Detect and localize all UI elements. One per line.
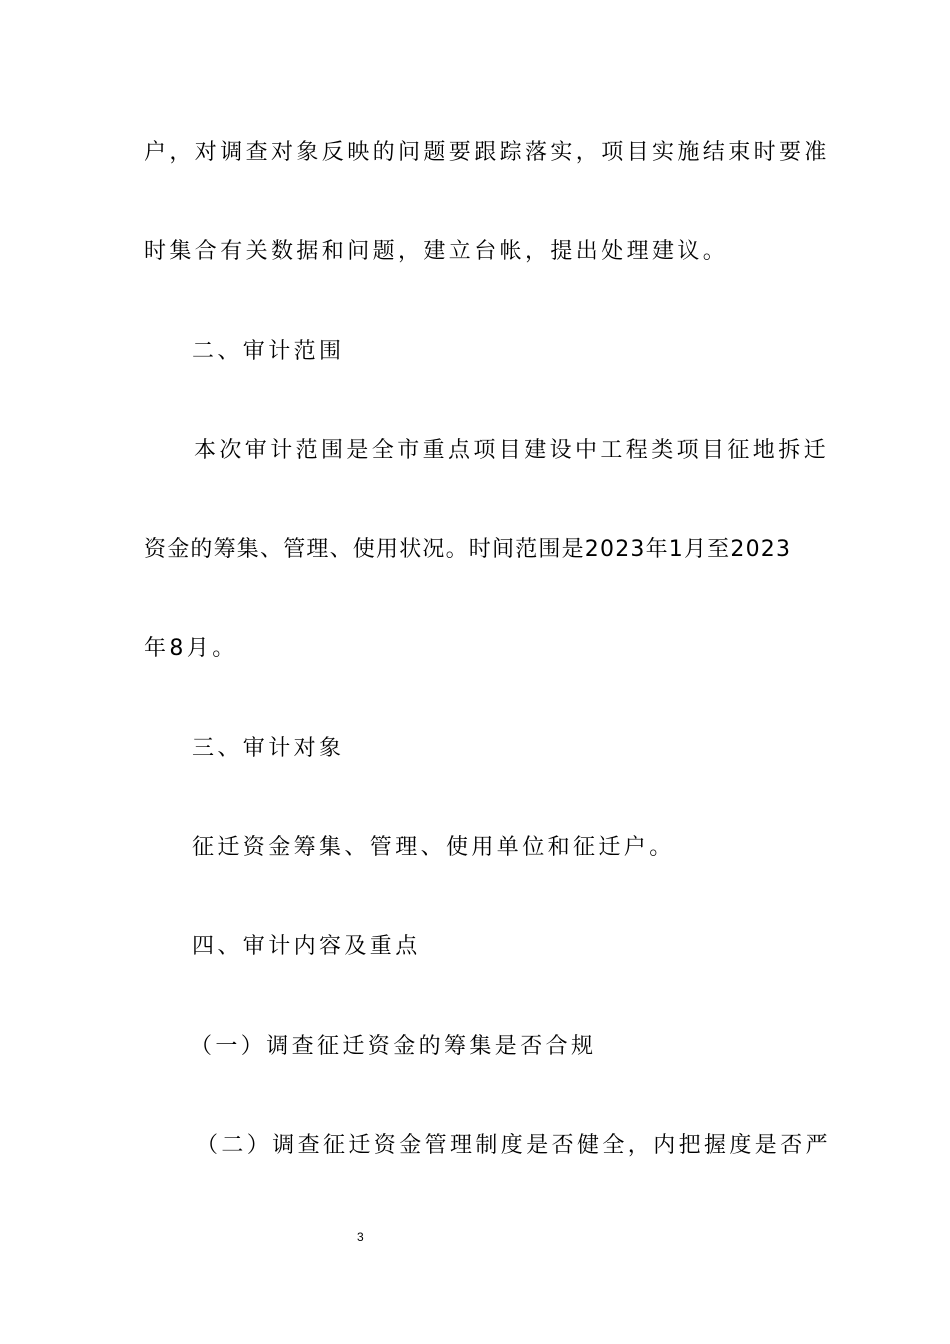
body-text-line: 本次审计范围是全市重点项目建设中工程类项目征地拆迁 bbox=[194, 438, 830, 463]
page-number: 3 bbox=[357, 1230, 364, 1244]
subsection-heading: （一）调查征迁资金的筹集是否合规 bbox=[190, 1034, 597, 1059]
body-text-line: 资金的筹集、管理、使用状况。时间范围是2023年1月至2023 bbox=[144, 537, 792, 562]
body-text-line: 年8月。 bbox=[144, 636, 238, 661]
body-text-line: 户，对调查对象反映的问题要跟踪落实，项目实施结束时要准 bbox=[144, 140, 830, 165]
body-text-line: 时集合有关数据和问题，建立台帐，提出处理建议。 bbox=[144, 239, 729, 264]
section-heading-audit-content: 四、审计内容及重点 bbox=[192, 934, 421, 959]
section-heading-audit-object: 三、审计对象 bbox=[192, 736, 345, 761]
subsection-heading: （二）调查征迁资金管理制度是否健全，内把握度是否严 bbox=[196, 1133, 832, 1158]
body-text-line: 征迁资金筹集、管理、使用单位和征迁户。 bbox=[192, 835, 675, 860]
section-heading-audit-scope: 二、审计范围 bbox=[192, 339, 345, 364]
